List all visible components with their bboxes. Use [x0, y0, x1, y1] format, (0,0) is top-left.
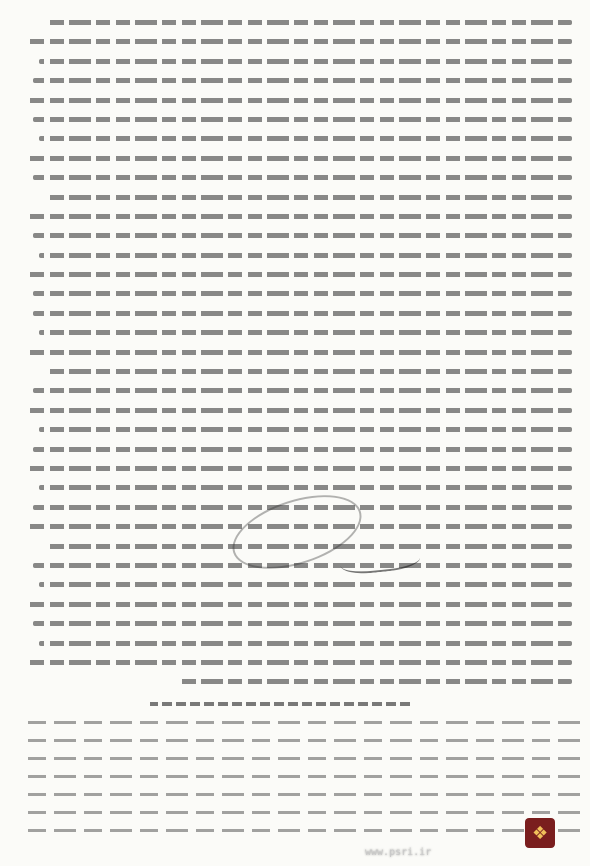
document-line [22, 596, 572, 613]
document-line [22, 285, 572, 302]
document-line [22, 189, 572, 206]
signatory-line [10, 770, 580, 783]
document-line [22, 363, 572, 380]
document-line [22, 382, 572, 399]
document-line [22, 33, 572, 50]
document-line [22, 208, 572, 225]
document-line [22, 14, 572, 31]
document-body [22, 14, 572, 694]
document-line [22, 421, 572, 438]
document-line [22, 635, 572, 652]
document-date [130, 696, 430, 712]
document-line [22, 441, 572, 458]
institute-logo-icon: ❖ [525, 818, 555, 848]
document-line [22, 324, 572, 341]
document-line [22, 479, 572, 496]
document-line [22, 227, 572, 244]
document-line [22, 305, 572, 322]
document-line [22, 53, 572, 70]
document-line [22, 344, 572, 361]
signatory-line [10, 734, 580, 747]
document-line [22, 92, 572, 109]
signatory-line [10, 716, 580, 729]
signatory-line [10, 752, 580, 765]
document-line [22, 150, 572, 167]
document-line [22, 615, 572, 632]
watermark-url: www.psri.ir [365, 847, 432, 858]
document-line [22, 111, 572, 128]
document-line [22, 460, 572, 477]
document-line [22, 402, 572, 419]
document-line [22, 130, 572, 147]
document-line [22, 576, 572, 593]
document-line [22, 654, 572, 671]
document-line [22, 266, 572, 283]
source-watermark [255, 812, 555, 858]
document-line [22, 72, 572, 89]
signatory-line [10, 788, 580, 801]
document-line [22, 169, 572, 186]
document-line [22, 673, 572, 690]
document-line [22, 247, 572, 264]
